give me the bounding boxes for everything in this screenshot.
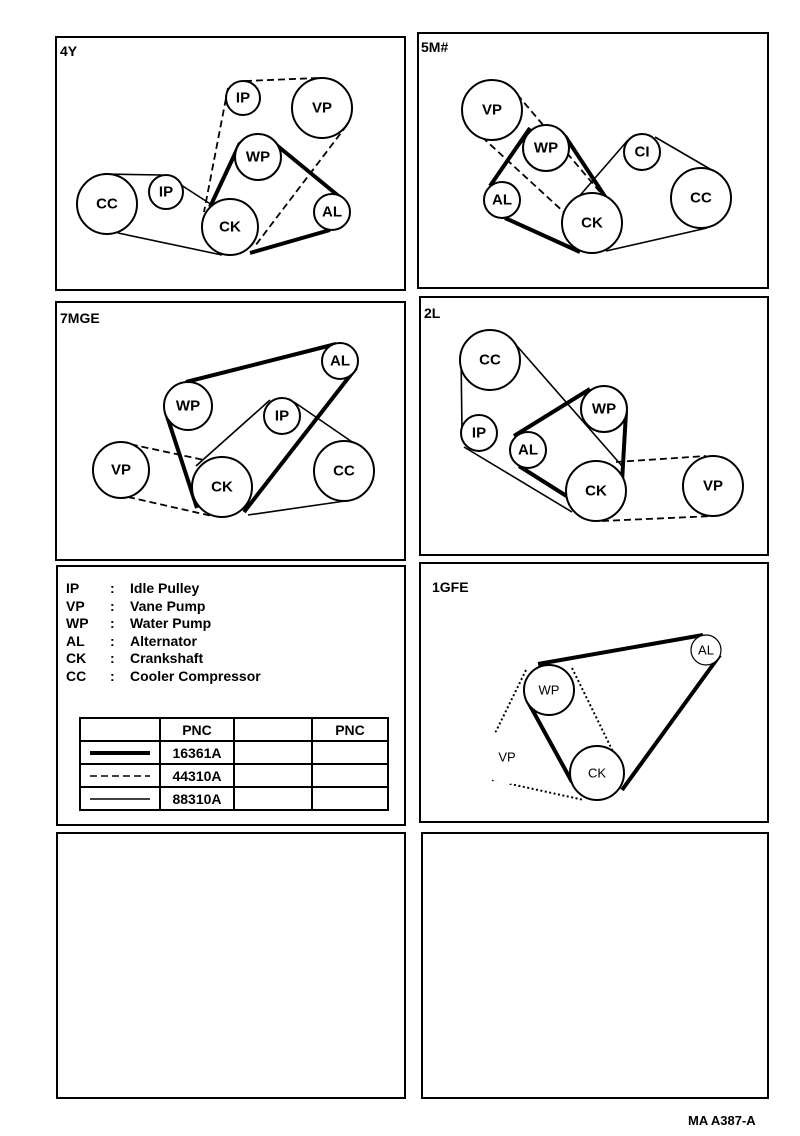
svg-text:AL: AL — [492, 191, 512, 209]
legend-name: Cooler Compressor — [130, 667, 261, 684]
abbreviation-legend — [66, 580, 261, 685]
legend-item — [66, 615, 261, 633]
legend-name: Alternator — [130, 632, 197, 649]
pulley-al — [510, 432, 546, 468]
legend-item — [66, 650, 261, 668]
pulley-wp — [581, 386, 627, 432]
pulley-wp — [164, 382, 212, 430]
figure-code: MA A387-A — [688, 1113, 756, 1128]
empty-cell — [234, 764, 312, 787]
legend-item — [66, 633, 261, 651]
svg-text:VP: VP — [702, 477, 724, 495]
svg-text:IP: IP — [471, 424, 487, 442]
panel-title: 4Y — [60, 43, 78, 59]
svg-text:CK: CK — [587, 765, 607, 781]
empty-cell — [312, 787, 388, 810]
svg-text:VP: VP — [498, 749, 516, 765]
header-cell: PNC — [160, 718, 234, 741]
pulley-ip — [226, 81, 260, 115]
svg-text:CK: CK — [211, 478, 233, 496]
table-row — [80, 741, 388, 764]
pnc-cell: 16361A — [160, 741, 234, 764]
line-sample-dashed — [80, 764, 160, 787]
legend-name: Vane Pump — [130, 597, 206, 614]
pulley-cc — [77, 174, 137, 234]
panel-empty-right — [422, 833, 768, 1098]
header-cell — [234, 718, 312, 741]
legend-colon: : — [110, 580, 115, 596]
legend-colon: : — [110, 615, 115, 631]
pulley-cc — [314, 441, 374, 501]
pulley-ck — [562, 193, 622, 253]
empty-cell — [234, 787, 312, 810]
pulley-ck — [202, 199, 258, 255]
panel-title: 2L — [424, 305, 441, 321]
pulley-vp — [480, 730, 534, 784]
panel-title: 1GFE — [432, 579, 469, 595]
pulley-cc — [671, 168, 731, 228]
legend-abbr: VP — [66, 597, 85, 614]
pulley-wp — [524, 665, 574, 715]
legend-abbr: WP — [66, 615, 89, 631]
legend-abbr: AL — [66, 632, 85, 649]
panel-7mge — [56, 302, 405, 560]
svg-text:IP: IP — [274, 407, 290, 425]
svg-text:VP: VP — [110, 461, 132, 479]
legend-name: Idle Pulley — [130, 580, 200, 596]
panel-title: 7MGE — [60, 310, 100, 326]
empty-cell — [234, 741, 312, 764]
pnc-cell: 88310A — [160, 787, 234, 810]
svg-text:CC: CC — [96, 195, 118, 213]
svg-text:CC: CC — [690, 189, 712, 207]
legend-name: Water Pump — [130, 615, 212, 631]
header-cell — [80, 718, 160, 741]
table-row — [80, 764, 388, 787]
pulley-cc — [460, 330, 520, 390]
pulley-wp — [235, 134, 281, 180]
legend-colon: : — [110, 597, 115, 614]
table-header-row — [80, 718, 388, 741]
svg-text:CC: CC — [479, 351, 501, 369]
pulley-al — [691, 635, 721, 665]
pulley-ck — [192, 457, 252, 517]
pulley-ci — [624, 134, 660, 170]
svg-text:AL: AL — [698, 642, 714, 658]
svg-text:IP: IP — [235, 89, 251, 107]
svg-text:WP: WP — [245, 148, 271, 166]
svg-text:CK: CK — [581, 214, 603, 232]
pulley-vp — [462, 80, 522, 140]
legend-item — [66, 598, 261, 616]
pulley-ip — [149, 175, 183, 209]
empty-cell — [312, 764, 388, 787]
pulley-vp — [292, 78, 352, 138]
svg-text:AL: AL — [330, 352, 350, 370]
pnc-table — [79, 717, 389, 811]
pulley-ip — [461, 415, 497, 451]
svg-text:VP: VP — [481, 101, 503, 119]
pulley-ck — [566, 461, 626, 521]
empty-cell — [312, 741, 388, 764]
pulley-vp — [93, 442, 149, 498]
pulley-al — [322, 343, 358, 379]
pulley-ip — [264, 398, 300, 434]
pulley-vp — [683, 456, 743, 516]
svg-text:CI: CI — [634, 143, 650, 161]
panel-title: 5M# — [421, 39, 449, 55]
legend-colon: : — [110, 632, 115, 649]
pnc-cell: 44310A — [160, 764, 234, 787]
pulley-ck — [570, 746, 624, 800]
legend-abbr: IP — [66, 580, 80, 596]
svg-text:AL: AL — [518, 441, 538, 459]
svg-text:WP: WP — [533, 139, 559, 157]
svg-text:WP: WP — [175, 397, 201, 415]
legend-colon: : — [110, 667, 115, 684]
legend-abbr: CK — [66, 650, 87, 666]
pulley-wp — [523, 125, 569, 171]
svg-text:VP: VP — [311, 99, 333, 117]
line-sample-thick — [80, 741, 160, 764]
legend-item — [66, 668, 261, 686]
pulley-al — [484, 182, 520, 218]
table-row — [80, 787, 388, 810]
svg-text:CK: CK — [219, 218, 241, 236]
legend-name: Crankshaft — [130, 650, 204, 666]
legend-colon: : — [110, 650, 115, 666]
svg-text:WP: WP — [591, 400, 617, 418]
svg-text:IP: IP — [158, 183, 174, 201]
pulley-al — [314, 194, 350, 230]
legend-item — [66, 580, 261, 598]
svg-text:CC: CC — [333, 462, 355, 480]
panel-empty-left — [57, 833, 405, 1098]
svg-text:WP: WP — [538, 682, 560, 698]
header-cell: PNC — [312, 718, 388, 741]
svg-text:CK: CK — [585, 482, 607, 500]
svg-text:AL: AL — [322, 203, 342, 221]
line-sample-thin — [80, 787, 160, 810]
legend-abbr: CC — [66, 667, 87, 684]
